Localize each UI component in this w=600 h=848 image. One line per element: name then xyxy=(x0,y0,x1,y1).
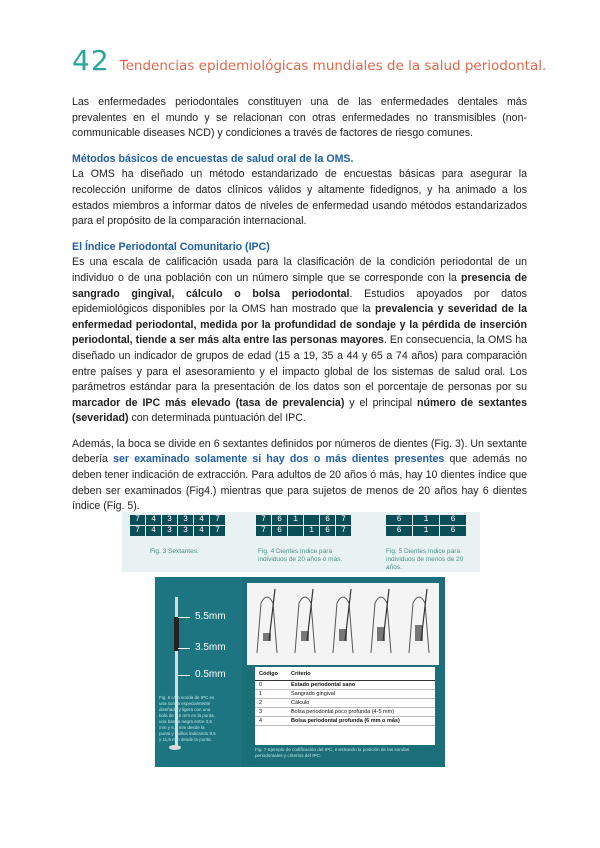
ipc-text-3: . En consecuencia, la OMS ha diseñado un indicador de grupos de edad (15 a 19, 35 a 44 y 65 a 74 años) para comparación entre países y para el asesoramiento y el impacto global de los sistemas de salud oral. Los parámetros estándar para la presentación de los datos son el porcentaje de personas por su xyxy=(72,334,527,394)
table-header xyxy=(255,667,435,681)
table-cell-criterion: Bolsa periodontal profunda (6 mm o más) xyxy=(291,718,400,724)
fig5-cell: 6 xyxy=(386,526,413,536)
table-row xyxy=(255,690,435,699)
probe-panel xyxy=(155,577,242,767)
intro-paragraph: Las enfermedades periodontales constituyen una de las enfermedades dentales más prevalentes en el mundo y se relacionan con otras enfermedades no transmisibles (non-communicable diseases NCD) y condiciones a través de factores de riesgo comunes. xyxy=(72,96,527,140)
fig4-cell: 6 xyxy=(272,515,288,525)
table-cell-criterion: Cálculo xyxy=(291,700,310,706)
ipc-text-2: . Estudios apoyados por datos epidemiológicos disponibles por la OMS han mostrado que la xyxy=(72,287,527,316)
fig4-grid xyxy=(256,515,352,536)
section-heading-methods: Métodos básicos de encuestas de salud oral de la OMS. xyxy=(72,152,354,165)
fig3-caption: Fig. 3 Sextantes. xyxy=(150,548,199,555)
fig3-row-upper xyxy=(130,515,226,525)
mm-label-0-5: 0.5mm xyxy=(195,669,226,680)
table-row xyxy=(255,717,435,726)
fig4-cell: 6 xyxy=(320,515,336,525)
fig4-row-upper xyxy=(256,515,352,525)
table-cell-code: 3 xyxy=(259,709,263,715)
probe-caption: Fig. 6 Una sonda de IPC es una sonda especialmente diseñada y ligera con una bola de 0,5 mm en la punta, una banda negra entre 3,5 mm y 5,5 mm desde la punta y anillos indicando 8,5 y 11,5 mm desde la punta. xyxy=(159,695,216,742)
fig3-cell: 3 xyxy=(162,526,178,536)
fig3-cell: 3 xyxy=(178,515,194,525)
fig4-cell: 7 xyxy=(336,526,352,536)
fig5-row-upper xyxy=(386,515,467,525)
fig3-grid xyxy=(130,515,226,536)
fig3-cell: 4 xyxy=(146,526,162,536)
fig3-cell: 7 xyxy=(130,515,146,525)
ipc-bold-3: marcador de IPC más elevado (tasa de prevalencia) xyxy=(72,396,345,409)
ipc-text-4: y el principal xyxy=(344,396,418,409)
table-row xyxy=(255,699,435,708)
teeth-illustration xyxy=(247,583,439,665)
section-heading-ipc: El Índice Periodontal Comunitario (IPC) xyxy=(72,240,270,253)
sextants-text-1: Además, la boca se divide en 6 sextantes definidos por números de dientes (Fig. 3). Un sextante debería xyxy=(72,437,527,466)
ipc-paragraph xyxy=(72,255,527,427)
table-row xyxy=(255,708,435,717)
ipc-text-1: Es una escala de calificación usada para la clasificación de la condición periodontal de un individuo o de una población con un número simple que se corresponde con la xyxy=(72,256,527,284)
fig3-cell: 4 xyxy=(194,526,210,536)
table-header-criterion: Criterio xyxy=(291,671,311,677)
table-cell-code: 2 xyxy=(259,700,263,706)
sextants-bold-1: ser examinado solamente si hay dos o más dientes presentes xyxy=(113,453,445,466)
mm-marker-line xyxy=(178,675,190,676)
fig4-cell: 6 xyxy=(320,526,336,536)
fig3-cell: 4 xyxy=(146,515,162,525)
table-cell-code: 1 xyxy=(259,691,263,697)
fig4-row-lower xyxy=(256,526,352,536)
table-row xyxy=(255,681,435,690)
fig3-cell: 4 xyxy=(194,515,210,525)
fig3-cell: 7 xyxy=(210,515,226,525)
table-cell-criterion: Sangrado gingival xyxy=(291,691,336,697)
mm-marker-line xyxy=(178,617,190,618)
teeth-probing-icon xyxy=(247,583,439,665)
page-header xyxy=(72,44,546,77)
fig3-cell: 7 xyxy=(210,526,226,536)
fig5-cell: 6 xyxy=(440,526,467,536)
mm-label-5-5: 5.5mm xyxy=(195,611,226,622)
ipc-bold-4: número de sextantes (severidad) xyxy=(72,396,527,425)
fig5-caption: Fig. 5 Dientes índice para individuos de menos de 20 años. xyxy=(386,548,464,571)
fig4-cell xyxy=(304,515,320,525)
fig4-cell: 1 xyxy=(304,526,320,536)
sextants-paragraph xyxy=(72,437,527,515)
methods-paragraph: La OMS ha diseñado un método estandarizado de encuestas básicas para asegurar la recolección uniforme de datos clínicos válidos y altamente fidedignos, y ha animado a los estados miembros a informar datos de niveles de enfermedad usando métodos estandarizados para el propósito de la comparación internacional. xyxy=(72,168,527,228)
probe-ball-tip-icon xyxy=(169,745,181,750)
fig5-cell: 6 xyxy=(440,515,467,525)
fig3-cell: 7 xyxy=(130,526,146,536)
fig4-cell: 7 xyxy=(336,515,352,525)
probe-black-band-icon xyxy=(174,617,179,651)
mm-label-3-5: 3.5mm xyxy=(195,642,226,653)
fig3-row-lower xyxy=(130,526,226,536)
fig3-cell: 3 xyxy=(162,515,178,525)
fig5-cell: 1 xyxy=(413,526,440,536)
fig4-cell: 1 xyxy=(288,515,304,525)
fig3-cell: 3 xyxy=(178,526,194,536)
mm-marker-line xyxy=(178,648,190,649)
sextants-text-2: que además no deben tener indicación de extracción. Para adultos de 20 años ó más, hay 10 dientes índice que deben ser examinados (Fig4.) mientras que para sujetos de menos de 20 años hay 6 dientes índice (Fig. 5). xyxy=(72,453,527,513)
page-number: 42 xyxy=(72,44,110,77)
page-title: Tendencias epidemiológicas mundiales de la salud periodontal. xyxy=(119,58,547,74)
fig4-caption: Fig. 4 Dientes índice para individuos de 20 años ó más. xyxy=(258,548,343,563)
fig5-cell: 1 xyxy=(413,515,440,525)
fig4-cell xyxy=(288,526,304,536)
fig4-cell: 7 xyxy=(256,515,272,525)
fig5-cell: 6 xyxy=(386,515,413,525)
table-header-code: Código xyxy=(259,671,278,677)
fig4-cell: 6 xyxy=(272,526,288,536)
tooth-index-figures xyxy=(122,512,480,572)
table-cell-criterion: Bolsa periodontal poco profunda (4-5 mm) xyxy=(291,709,395,715)
fig5-row-lower xyxy=(386,526,467,536)
fig7-caption: Fig. 7 Ejemplo de codificación del IPC, mostrando la posición de las sondas periodontales y criterios del IPC. xyxy=(255,747,410,758)
fig5-grid xyxy=(386,515,467,536)
table-cell-code: 4 xyxy=(259,718,263,724)
table-cell-code: 0 xyxy=(259,682,263,688)
fig4-cell: 7 xyxy=(256,526,272,536)
document-body xyxy=(72,95,527,525)
ipc-text-5: con determinada puntuación del IPC. xyxy=(128,412,306,425)
ipc-bold-2: prevalencia y severidad de la enfermedad periodontal, medida por la profundidad de sondaje y la pérdida de inserción periodontal, tiende a ser más alta entre las personas mayores xyxy=(72,303,528,347)
table-cell-criterion: Estado periodontal sano xyxy=(291,682,356,688)
ipc-bold-1: presencia de sangrado gingival, cálculo o bolsa periodontal xyxy=(72,271,527,300)
ipc-code-table xyxy=(255,667,435,745)
ipc-probe-figure xyxy=(155,577,445,767)
